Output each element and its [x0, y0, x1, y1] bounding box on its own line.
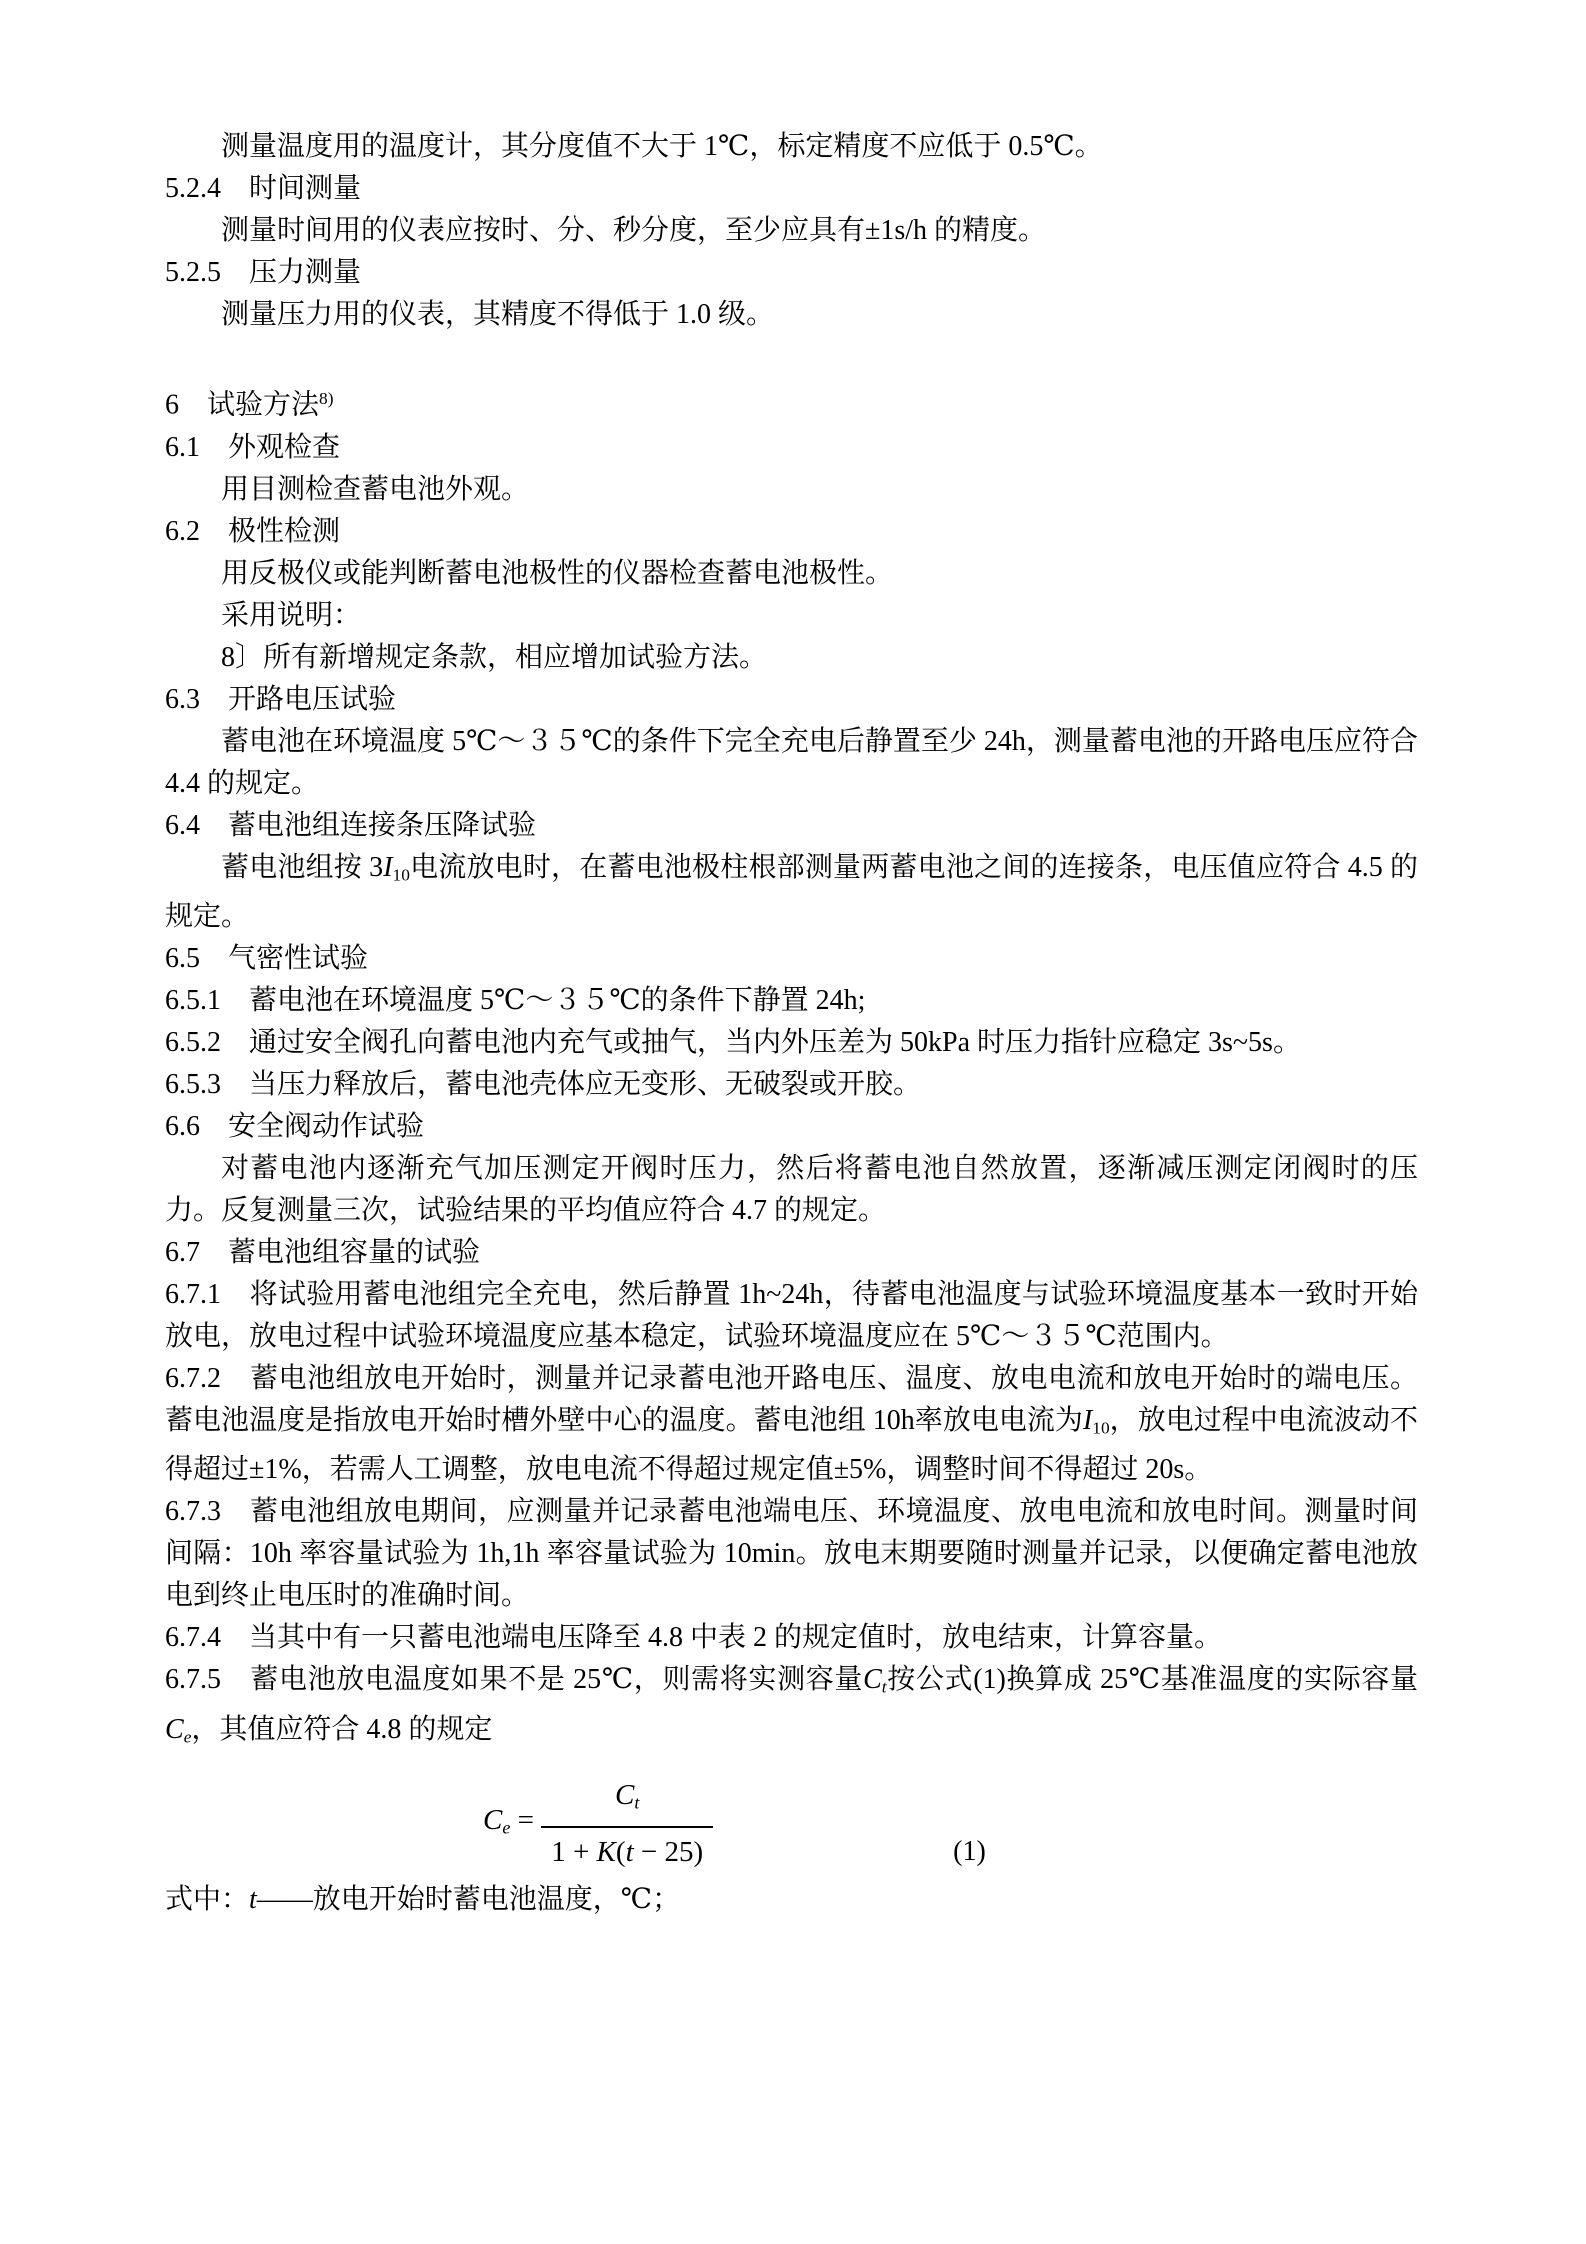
section-heading: [165, 805, 1418, 847]
text-run: I: [383, 851, 393, 883]
text-run: 6.5 气密性试验: [165, 942, 369, 974]
paragraph: [165, 1148, 1418, 1232]
paragraph: [165, 294, 1418, 336]
section-heading: [165, 427, 1418, 469]
equation-number: (1): [953, 1836, 986, 1868]
section-heading: [165, 679, 1418, 721]
section-heading: [165, 1232, 1418, 1274]
text-run: C: [863, 1664, 882, 1696]
text-run: 6.7.2 蓄电池组放电开始时，测量并记录蓄电池开路电压、温度、放电电流和放电开始时的端电压。蓄电池温度是指放电开始时槽外壁中心的温度。蓄电池组 10h率放电电流为: [165, 1362, 1418, 1436]
text-run: 测量压力用的仪表，其精度不得低于 1.0 级。: [221, 299, 775, 330]
text-run: 用目测检查蓄电池外观。: [221, 473, 530, 505]
paragraph: [165, 980, 1418, 1022]
text-run: (: [615, 1836, 626, 1869]
text-run: 对蓄电池内逐渐充气加压测定开阀时压力，然后将蓄电池自然放置，逐渐减压测定闭阀时的压力。反复测量三次，试验结果的平均值应符合 4.7 的规定。: [165, 1152, 1418, 1226]
text-run: 6 试验方法: [165, 389, 320, 421]
text-run: 1 +: [551, 1836, 597, 1869]
text-run: ，其值应符合 4.8 的规定: [191, 1713, 493, 1745]
text-run: C: [483, 1803, 503, 1836]
text-run: − 25: [633, 1836, 694, 1869]
text-run: 8〕所有新增规定条款，相应增加试验方法。: [221, 641, 768, 673]
paragraph: [165, 1491, 1418, 1617]
paragraph: [165, 210, 1418, 252]
paragraph: [165, 1659, 1418, 1758]
fraction: [541, 1774, 713, 1873]
paragraph: [165, 1358, 1418, 1491]
text-run: 6.7.3 蓄电池组放电期间，应测量并记录蓄电池端电压、环境温度、放电电流和放电时间。测量时间间隔：10h 率容量试验为 1h,1h 率容量试验为 10min。放电末期要随时测量并记录，以便确定蓄电池放电到终止电压时的准确时间。: [165, 1496, 1418, 1612]
text-run: ——放电开始时蓄电池温度，℃；: [256, 1884, 681, 1916]
paragraph: [165, 1022, 1418, 1064]
paragraph: [165, 595, 1418, 637]
numerator: [541, 1774, 713, 1826]
paragraph: [165, 847, 1418, 938]
section-heading: [165, 511, 1418, 553]
text-run: 6.7 蓄电池组容量的试验: [165, 1236, 481, 1268]
text-run: 6.7.4 当其中有一只蓄电池端电压降至 4.8 中表 2 的规定值时，放电结束，计算容量。: [165, 1622, 1223, 1654]
formula-block: [165, 1774, 1418, 1873]
section-heading: [165, 378, 1418, 427]
section-heading: [165, 252, 1418, 294]
paragraph: [165, 469, 1418, 511]
text-run: 蓄电池在环境温度 5℃～３５℃的条件下完全充电后静置至少 24h，测量蓄电池的开路电压应符合 4.4 的规定。: [165, 725, 1418, 799]
text-run: t: [249, 1884, 257, 1916]
paragraph: [165, 1274, 1418, 1358]
text-run: C: [615, 1778, 635, 1811]
equation-lhs: [483, 1799, 541, 1848]
equation: [483, 1774, 713, 1873]
text-run: 按公式(1)换算成 25℃基准温度的实际容量: [886, 1664, 1418, 1696]
text-run: 5.2.4 时间测量: [165, 173, 362, 204]
text-run: C: [165, 1713, 184, 1745]
denominator: [541, 1826, 713, 1873]
text-run: 6.5.3 当压力释放后，蓄电池壳体应无变形、无破裂或开胶。: [165, 1068, 922, 1100]
text-run: 用反极仪或能判断蓄电池极性的仪器检查蓄电池极性。: [221, 557, 894, 589]
paragraph: [165, 721, 1418, 805]
text-run: t: [625, 1836, 634, 1869]
text-run: 6.3 开路电压试验: [165, 683, 397, 715]
text-run: 8): [319, 389, 334, 408]
text-run: ，放电过程中电流波动不得超过±1%，若需人工调整，放电电流不得超过规定值±5%，调整时间不得超过 20s。: [165, 1404, 1418, 1486]
text-run: 6.5.1 蓄电池在环境温度 5℃～３５℃的条件下静置 24h;: [165, 984, 866, 1016]
text-run: t: [881, 1677, 887, 1697]
text-run: 6.5.2 通过安全阀孔向蓄电池内充气或抽气，当内外压差为 50kPa 时压力指针应稳定 3s~5s。: [165, 1026, 1301, 1058]
text-run: 5.2.5 压力测量: [165, 257, 362, 288]
section-heading: [165, 168, 1418, 210]
paragraph: [165, 126, 1418, 168]
text-run: 测量时间用的仪表应按时、分、秒分度，至少应具有±1s/h 的精度。: [221, 215, 1047, 246]
text-run: I: [1082, 1404, 1093, 1436]
text-run: 测量温度用的温度计，其分度值不大于 1℃，标定精度不应低于 0.5℃。: [221, 131, 1103, 162]
paragraph: [165, 553, 1418, 595]
paragraph: [165, 1879, 1418, 1921]
paragraph: [165, 1617, 1418, 1659]
text-run: e: [502, 1817, 511, 1838]
text-run: 6.7.1 将试验用蓄电池组完全充电，然后静置 1h~24h，待蓄电池温度与试验环境温度基本一致时开始放电，放电过程中试验环境温度应基本稳定，试验环境温度应在 5℃～３５℃范围内。: [165, 1278, 1418, 1352]
text-run: 6.1 外观检查: [165, 431, 341, 463]
text-run: 电流放电时，在蓄电池极柱根部测量两蓄电池之间的连接条，电压值应符合 4.5 的规定。: [165, 851, 1418, 932]
text-run: ): [693, 1836, 704, 1869]
section-heading: [165, 938, 1418, 980]
text-run: 6.6 安全阀动作试验: [165, 1110, 425, 1142]
text-run: 采用说明：: [221, 599, 362, 631]
text-run: 6.2 极性检测: [165, 515, 341, 547]
text-run: 式中：: [165, 1884, 250, 1916]
text-run: t: [634, 1792, 640, 1813]
text-run: e: [183, 1726, 192, 1746]
text-run: 6.4 蓄电池组连接条压降试验: [165, 809, 537, 841]
text-run: 6.7.5 蓄电池放电温度如果不是 25℃，则需将实测容量: [165, 1664, 864, 1696]
text-run: 10: [1092, 1418, 1110, 1438]
paragraph: [165, 1064, 1418, 1106]
text-run: 10: [392, 864, 410, 884]
section-heading: [165, 1106, 1418, 1148]
text-run: K: [596, 1836, 616, 1869]
text-run: 蓄电池组按 3: [221, 851, 384, 883]
text-run: =: [510, 1803, 542, 1836]
paragraph: [165, 637, 1418, 679]
